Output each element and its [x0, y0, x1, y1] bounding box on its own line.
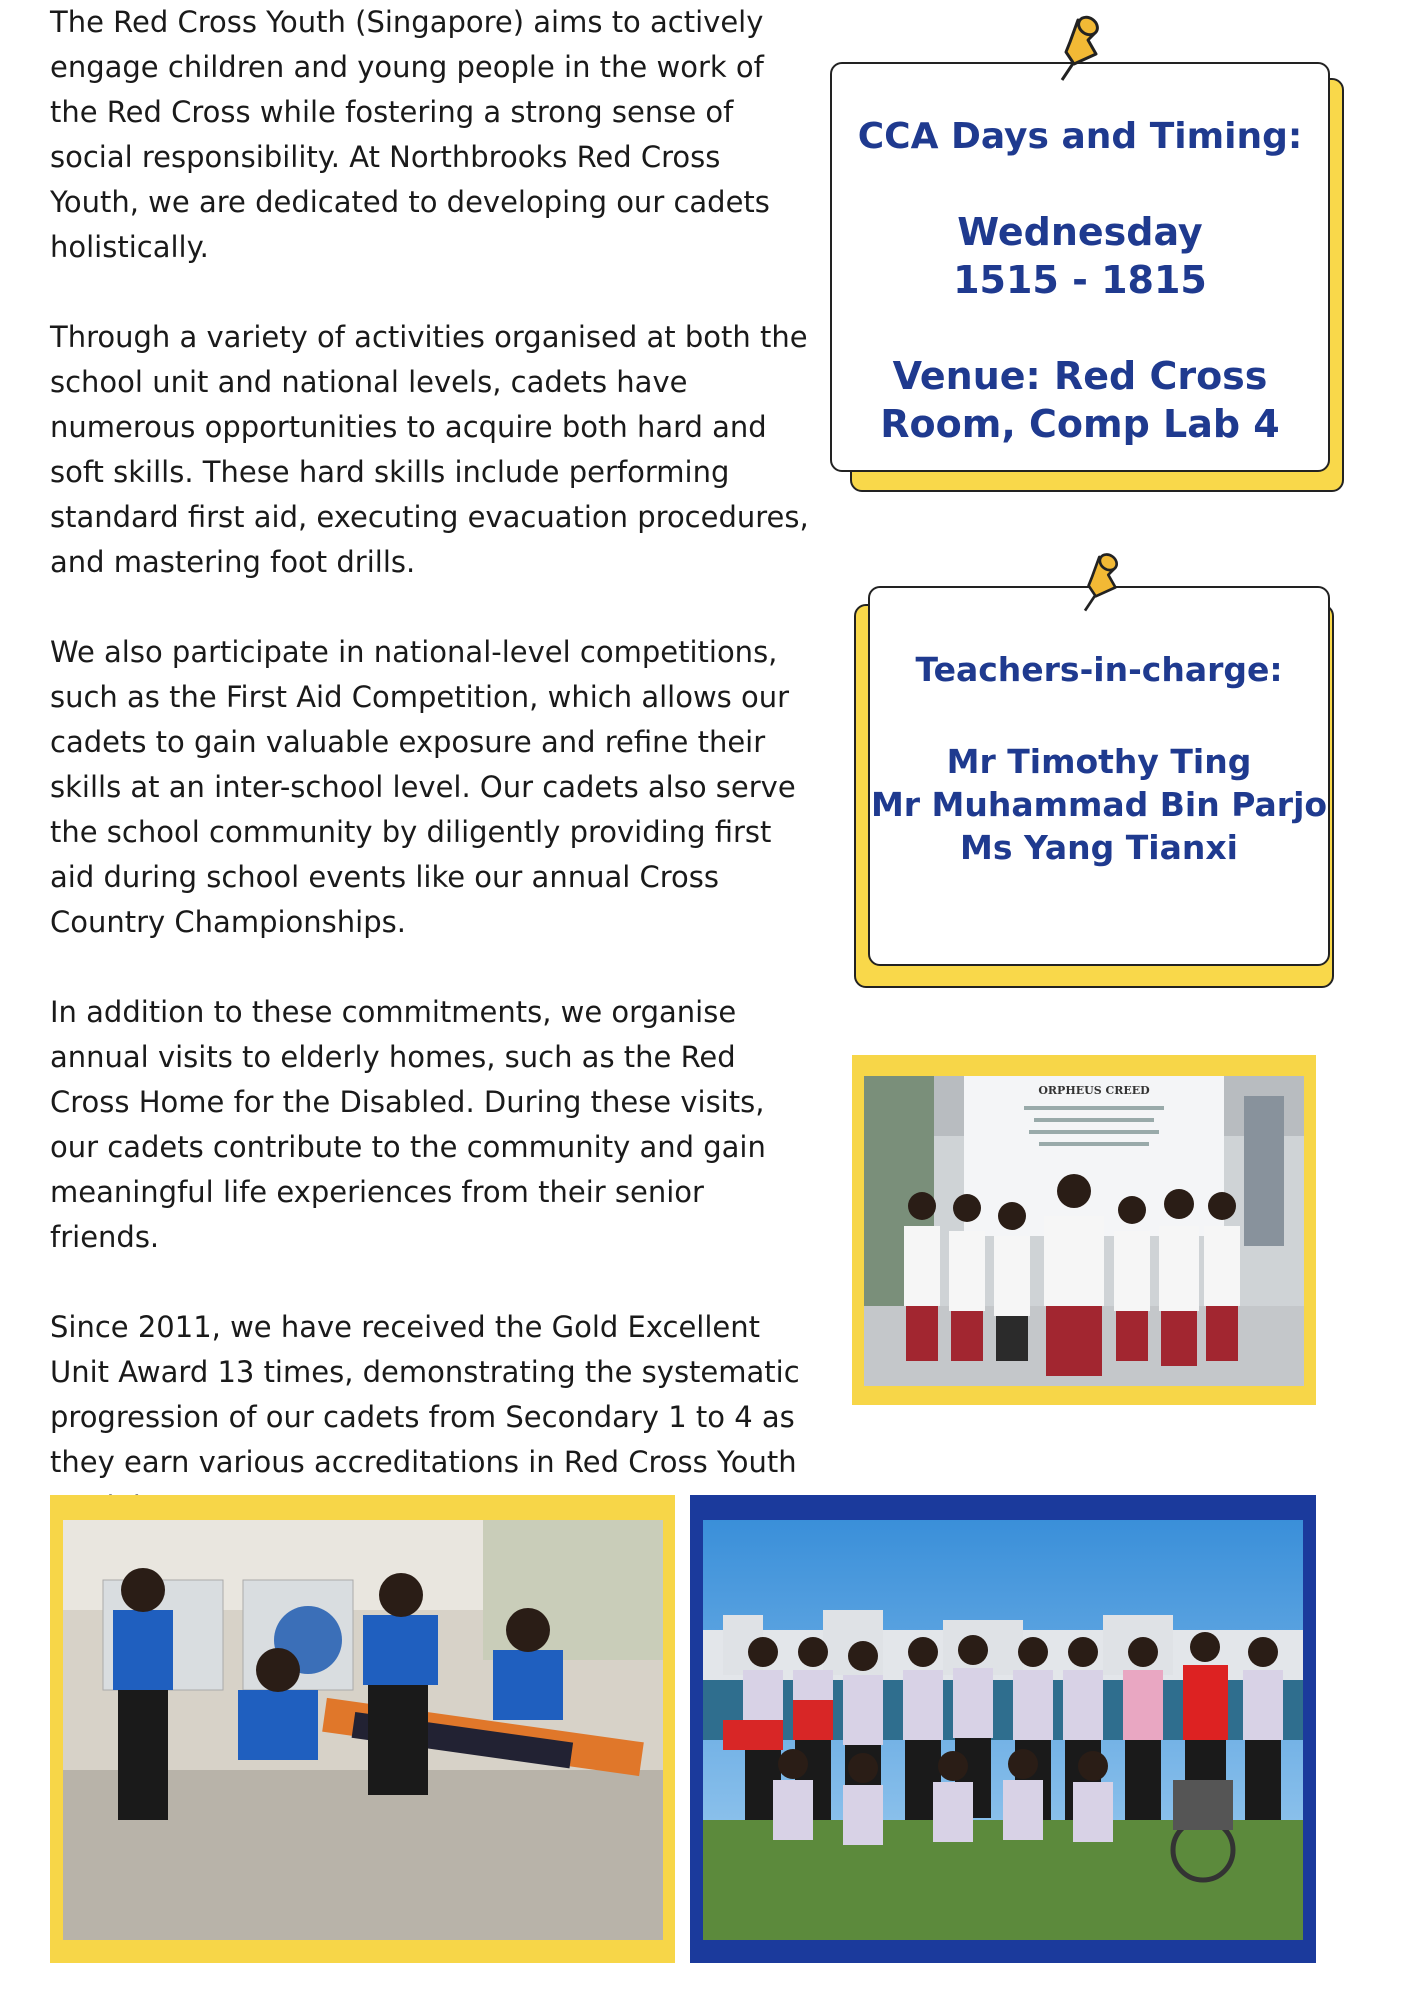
intro-paragraph-5: Since 2011, we have received the Gold Excellent Unit Award 13 times, demonstrating the systematic progression of our cadets from Secondary 1 to 4 as they earn various accreditations in Red Cross Youth: [50, 1310, 800, 1479]
intro-paragraph-4: In addition to these commitments, we organise annual visits to elderly homes, such as the Red Cross Home for the Disabled. During these visits, our cadets contribute to the community and gain meaningful life experiences from their senior friends.: [50, 995, 766, 1254]
stretcher-photo: [63, 1520, 663, 1940]
intro-paragraph-3: We also participate in national-level competitions, such as the First Aid Competition, which allows our cadets to gain valuable exposure and refine their skills at an inter-school level. Our cadets also serve the school community by diligently providing first aid during school events like our annual Cross Country Championships.: [50, 635, 796, 939]
intro-paragraph-1: The Red Cross Youth (Singapore) aims to actively engage children and young people in the work of the Red Cross while fostering a strong sense of social responsibility. At Northbrooks Red Cross Youth, we are dedicated to developing our cadets holistically.: [50, 5, 770, 264]
cca-note-card: [830, 62, 1330, 472]
teacher-name-2: Mr Muhammad Bin Parjo: [870, 785, 1328, 824]
group-photo: [703, 1520, 1303, 1940]
cca-time: 1515 - 1815: [953, 258, 1207, 302]
pushpin-icon: [1048, 10, 1114, 86]
creed-heading: ORPHEUS CREED: [1038, 1084, 1150, 1097]
cca-venue-line-1: Venue: Red Cross: [892, 354, 1268, 398]
pushpin-icon: [1072, 548, 1132, 616]
teachers-title: Teachers-in-charge:: [915, 650, 1283, 689]
creed-photo: [864, 1076, 1304, 1386]
cca-title: CCA Days and Timing:: [857, 116, 1303, 157]
intro-text: [50, 0, 810, 1575]
cca-venue-line-2: Room, Comp Lab 4: [880, 402, 1280, 446]
teacher-name-3: Ms Yang Tianxi: [960, 828, 1238, 867]
cca-note: [820, 10, 1360, 490]
teachers-note-card: [868, 586, 1330, 966]
intro-paragraph-2: Through a variety of activities organised at both the school unit and national levels, cadets have numerous opportunities to acquire both hard and soft skills. These hard skills include performing standard first aid, executing evacuation procedures, and mastering foot drills.: [50, 320, 809, 579]
teacher-name-1: Mr Timothy Ting: [946, 742, 1252, 781]
teachers-note: [850, 548, 1350, 988]
cca-day: Wednesday: [957, 210, 1203, 254]
